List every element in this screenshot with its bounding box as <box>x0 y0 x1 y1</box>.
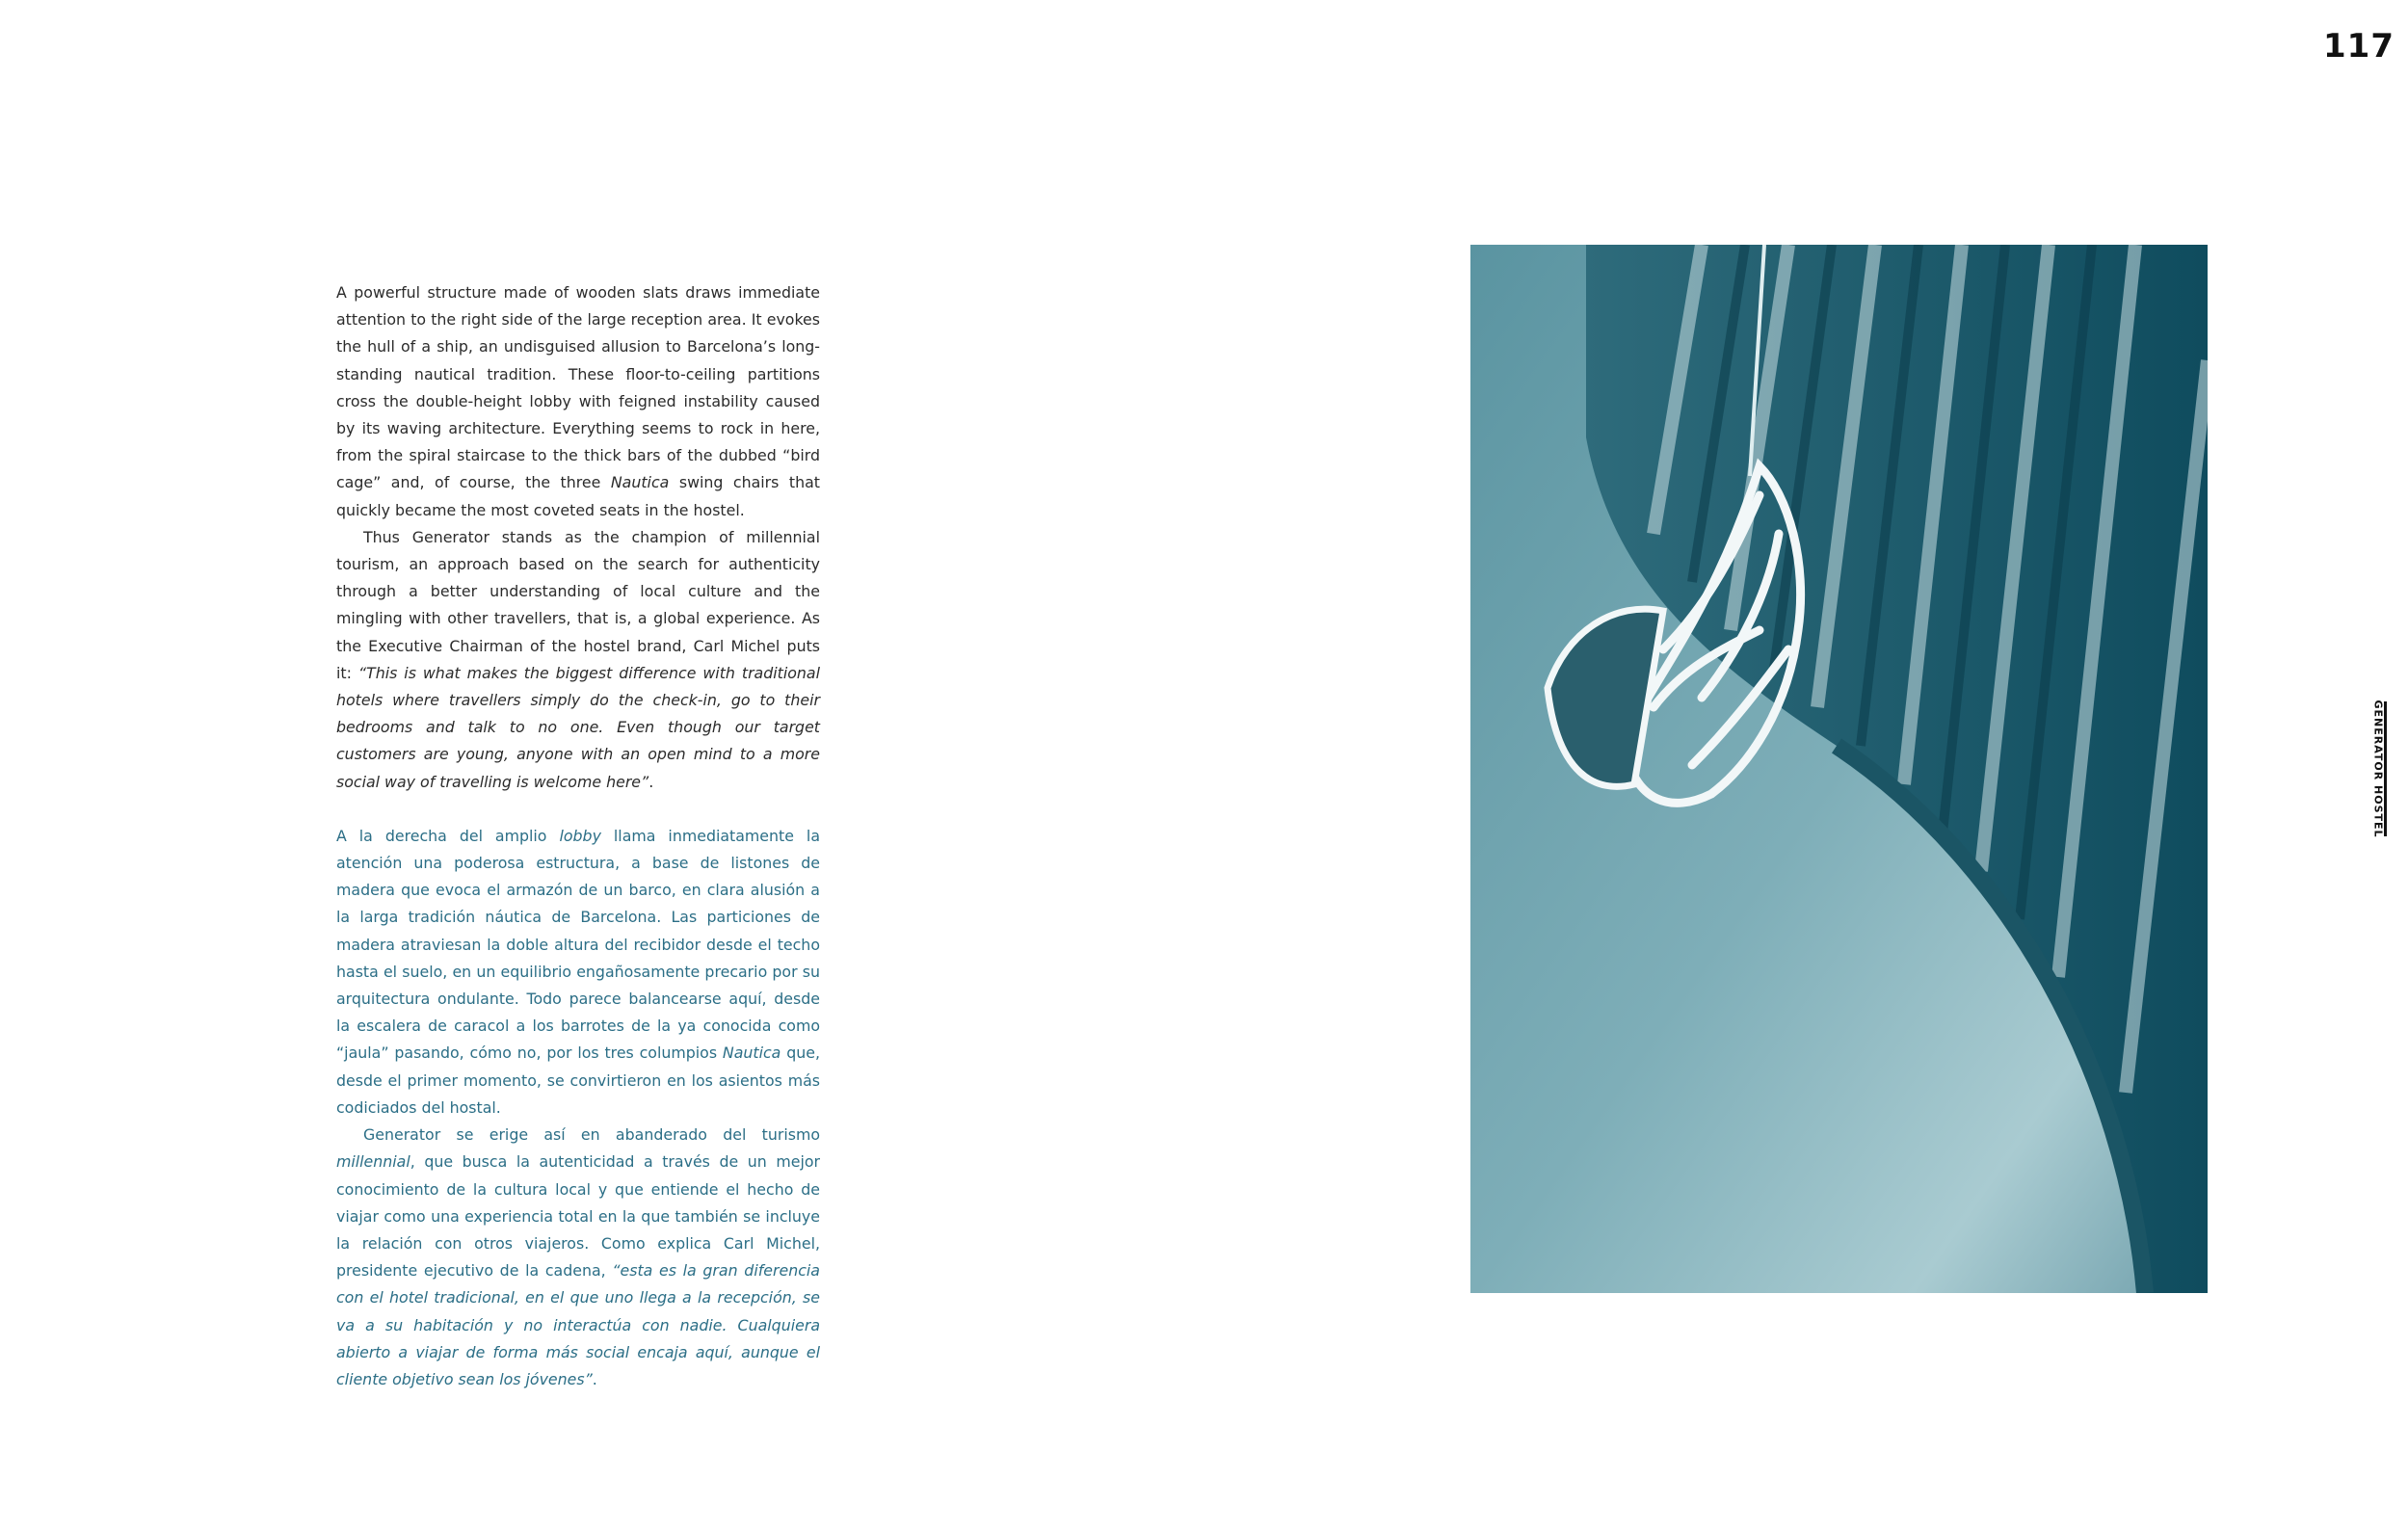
italic-text-run: lobby <box>559 826 601 845</box>
english-paragraph-2 <box>336 524 820 796</box>
italic-text-run: “esta es la gran diferencia con el hotel tradicional, en el que uno llega a la recepción, se va a su habitación y no interactúa con nadie. Cualquiera abierto a viajar de forma más social encaja aquí, aunque el cliente objetivo sean los jóvenes” <box>336 1261 820 1388</box>
text-run: , que busca la autenticidad a través de un mejor conocimiento de la cultura local y que entiende el hecho de viajar como una experiencia total en la que también se incluye la relación con otros viajeros. Como explica Carl Michel, presidente ejecutivo de la cadena, <box>336 1152 820 1281</box>
text-run: Thus Generator stands as the champion of millennial tourism, an approach based on the search for authenticity through a better understanding of local culture and the mingling with other travellers, that is, a global experience. As the Executive Chairman of the hostel brand, Carl Michel puts it: <box>336 527 820 682</box>
section-side-label <box>2372 701 2387 836</box>
italic-text-run: millennial <box>336 1152 410 1172</box>
lobby-photo <box>1470 245 2208 1293</box>
spanish-paragraph-1 <box>336 823 820 1122</box>
page-number: 117 <box>2323 27 2395 66</box>
text-run: que, desde el primer momento, se convirtieron en los asientos más codiciados del hostal. <box>336 1043 820 1117</box>
text-run: Generator se erige así en abanderado del turismo <box>363 1125 820 1145</box>
english-text <box>336 279 820 796</box>
spanish-text <box>336 823 820 1393</box>
text-run: llama inmediatamente la atención una poderosa estructura, a base de listones de madera que evoca el armazón de un barco, en clara alusión a la larga tradición náutica de Barcelona. Las particiones de madera atraviesan la doble altura del recibidor desde el techo hasta el suelo, en un equilibrio engañosamente precario por su arquitectura ondulante. Todo parece balancearse aquí, desde la escalera de caracol a los barrotes de la ya conocida como “jaula” pasando, cómo no, por los tres columpios <box>336 826 820 1063</box>
text-run: . <box>592 1369 597 1388</box>
text-run: A la derecha del amplio <box>336 826 560 845</box>
spanish-paragraph-2 <box>336 1122 820 1393</box>
nautica-swing-chair-image <box>1470 245 2208 1293</box>
italic-text-run: Nautica <box>722 1043 781 1063</box>
italic-text-run: “This is what makes the biggest difference with traditional hotels where travellers simply do the check-in, go to their bedrooms and talk to no one. Even though our target customers are young, anyone with an open mind to a more social way of travelling is welcome here” <box>336 663 820 791</box>
article-text <box>336 279 820 1393</box>
text-run: swing chairs that quickly became the most coveted seats in the hostel. <box>336 473 820 519</box>
text-run: . <box>648 772 654 791</box>
text-run: A powerful structure made of wooden slats draws immediate attention to the right side of the large reception area. It evokes the hull of a ship, an undisguised allusion to Barcelona’s long-standing nautical tradition. These floor-to-ceiling partitions cross the double-height lobby with feigned instability caused by its waving architecture. Everything seems to rock in here, from the spiral staircase to the thick bars of the dubbed “bird cage” and, of course, the three <box>336 283 820 492</box>
section-side-label-text: GENERATOR HOSTEL <box>2371 700 2385 838</box>
italic-text-run: Nautica <box>610 473 670 492</box>
english-paragraph-1 <box>336 279 820 524</box>
